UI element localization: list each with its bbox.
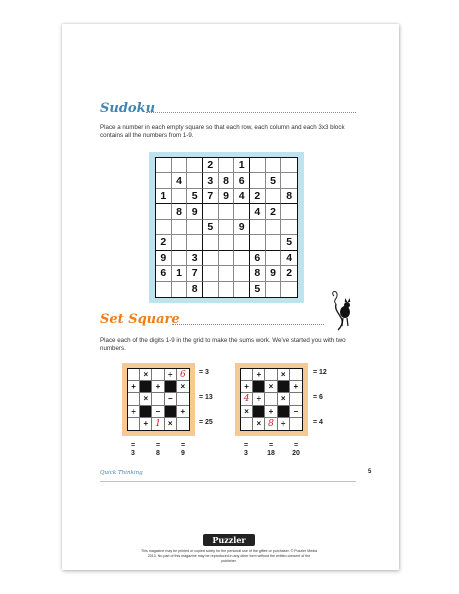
sudoku-cell: 3 [203,173,219,188]
operator-cell: × [241,406,253,418]
column-total: = 3 [130,442,136,457]
sudoku-cell: 9 [266,266,282,281]
blocked-cell [140,406,152,418]
digit-cell[interactable] [177,418,189,430]
digit-cell[interactable] [241,418,253,430]
sudoku-cell[interactable] [250,158,266,173]
column-total: = 8 [155,442,161,457]
sudoku-cell[interactable] [234,235,250,250]
sudoku-cell[interactable] [172,251,188,266]
sudoku-cell: 4 [250,204,266,219]
sudoku-cell: 5 [187,189,203,204]
blocked-cell [165,406,177,418]
row-total: = 12 [313,369,327,376]
digit-cell[interactable] [265,393,277,405]
operator-cell: − [152,406,164,418]
set-square-puzzle-1 [122,363,195,436]
blocked-cell [278,406,290,418]
digit-cell[interactable] [265,369,277,381]
operator-cell: × [140,393,152,405]
sudoku-cell[interactable] [156,282,172,297]
sudoku-instructions: Place a number in each empty square so that each row, each column and each 3x3 block contains all the numbers from 1-9. [100,124,345,139]
sudoku-cell: 9 [219,189,235,204]
sudoku-cell[interactable] [281,173,297,188]
operator-cell: ÷ [128,406,140,418]
operator-cell: × [253,418,265,430]
column-total-value: 18 [267,450,275,457]
sudoku-cell[interactable] [203,251,219,266]
footer-rule [100,481,356,482]
sudoku-cell: 4 [281,251,297,266]
sudoku-cell: 8 [219,173,235,188]
operator-cell: + [241,381,253,393]
blocked-cell [278,381,290,393]
given-digit-cell: 6 [177,369,189,381]
sudoku-cell[interactable] [281,282,297,297]
sudoku-cell[interactable] [203,282,219,297]
operator-cell: − [165,393,177,405]
sudoku-cell[interactable] [187,173,203,188]
given-digit-cell: 4 [241,393,253,405]
row-total: = 13 [199,394,213,401]
digit-cell[interactable] [152,369,164,381]
row-total: = 4 [313,419,323,426]
operator-cell: + [152,381,164,393]
column-total-value: 3 [131,450,135,457]
operator-cell: + [265,406,277,418]
sudoku-cell: 1 [156,189,172,204]
operator-cell: × [278,369,290,381]
sudoku-cell[interactable] [172,282,188,297]
column-total: = 20 [292,442,300,457]
set-square-instructions: Place each of the digits 1-9 in the grid to make the sums work. We've started you with two numbers. [100,337,346,352]
legal-notice: This magazine may be printed or copied solely for the personal use of the giftee or purchaser. © Puzzler Media 2013. No part of this magazine may be reproduced in any other form without the written consent of the publisher. [140,549,318,563]
operator-cell: ÷ [253,393,265,405]
sudoku-cell: 9 [234,220,250,235]
sudoku-cell: 2 [156,235,172,250]
sudoku-cell[interactable] [203,235,219,250]
sudoku-frame [149,152,304,303]
sudoku-cell[interactable] [187,235,203,250]
blocked-cell [253,406,265,418]
sudoku-cell: 5 [203,220,219,235]
digit-cell[interactable] [128,369,140,381]
sudoku-cell[interactable] [281,204,297,219]
sudoku-cell: 5 [281,235,297,250]
sudoku-cell: 2 [281,266,297,281]
sudoku-cell: 7 [203,189,219,204]
sudoku-cell[interactable] [187,158,203,173]
digit-cell[interactable] [290,369,302,381]
sudoku-cell: 8 [187,282,203,297]
sudoku-cell: 9 [156,251,172,266]
sudoku-cell[interactable] [266,189,282,204]
operator-cell: × [165,418,177,430]
set-square-grid [127,368,190,431]
sudoku-cell: 2 [266,204,282,219]
sudoku-cell: 8 [281,189,297,204]
sudoku-cell: 1 [234,158,250,173]
operator-cell: − [290,406,302,418]
digit-cell[interactable] [290,418,302,430]
sudoku-cell: 5 [250,282,266,297]
digit-cell[interactable] [152,393,164,405]
digit-cell[interactable] [128,393,140,405]
operator-cell: × [278,393,290,405]
sudoku-cell[interactable] [266,158,282,173]
operator-cell: + [253,369,265,381]
sudoku-cell: 8 [250,266,266,281]
sudoku-cell[interactable] [172,189,188,204]
digit-cell[interactable] [177,393,189,405]
sudoku-cell[interactable] [156,173,172,188]
set-square-title-rule [172,324,324,325]
sudoku-cell: 2 [250,189,266,204]
column-total: = 3 [243,442,249,457]
column-total: = 18 [267,442,275,457]
sudoku-cell[interactable] [156,158,172,173]
operator-cell: + [140,418,152,430]
sudoku-cell[interactable] [219,266,235,281]
sudoku-cell: 5 [266,173,282,188]
sudoku-cell[interactable] [266,235,282,250]
column-total-value: 8 [156,450,160,457]
sudoku-cell[interactable] [219,158,235,173]
sudoku-cell: 4 [234,189,250,204]
cat-doodle-icon [328,290,358,332]
sudoku-cell[interactable] [234,266,250,281]
row-total: = 6 [313,394,323,401]
column-total-value: 9 [181,450,185,457]
sudoku-cell: 1 [172,266,188,281]
row-total: = 3 [199,369,209,376]
sudoku-cell[interactable] [234,282,250,297]
operator-cell: × [140,369,152,381]
sudoku-cell[interactable] [266,282,282,297]
set-square-puzzle-2 [235,363,308,436]
sudoku-cell[interactable] [250,235,266,250]
sudoku-cell[interactable] [234,251,250,266]
column-total-value: 20 [292,450,300,457]
sudoku-cell[interactable] [156,220,172,235]
sudoku-cell[interactable] [172,235,188,250]
puzzler-logo: Puzzler [203,534,255,546]
sudoku-cell[interactable] [172,220,188,235]
digit-cell[interactable] [128,418,140,430]
column-total: = 9 [180,442,186,457]
page-number: 5 [368,469,372,475]
set-square-title: Set Square [100,312,180,327]
sudoku-cell[interactable] [281,220,297,235]
sudoku-cell[interactable] [203,266,219,281]
sudoku-cell[interactable] [219,204,235,219]
sudoku-cell[interactable] [250,173,266,188]
sudoku-cell: 2 [203,158,219,173]
sudoku-cell: 7 [187,266,203,281]
sudoku-cell: 6 [234,173,250,188]
operator-cell: ÷ [278,418,290,430]
operator-cell: + [290,381,302,393]
sudoku-cell[interactable] [187,220,203,235]
operator-cell: + [128,381,140,393]
sudoku-cell[interactable] [219,282,235,297]
sudoku-cell[interactable] [266,220,282,235]
sudoku-cell: 3 [187,251,203,266]
sudoku-cell[interactable] [234,204,250,219]
sudoku-cell: 8 [172,204,188,219]
sudoku-cell: 4 [172,173,188,188]
given-digit-cell: 8 [265,418,277,430]
set-square-grid [240,368,303,431]
sudoku-title-rule [146,112,356,113]
sudoku-title: Sudoku [100,101,156,116]
sudoku-cell[interactable] [250,220,266,235]
digit-cell[interactable] [290,393,302,405]
operator-cell: × [177,381,189,393]
blocked-cell [140,381,152,393]
sudoku-cell[interactable] [219,220,235,235]
sudoku-cell[interactable] [219,235,235,250]
column-total-value: 3 [244,450,248,457]
sudoku-grid [155,157,298,298]
sudoku-cell[interactable] [266,251,282,266]
operator-cell: + [177,406,189,418]
sudoku-cell[interactable] [219,251,235,266]
operator-cell: × [265,381,277,393]
blocked-cell [165,381,177,393]
sudoku-cell: 6 [156,266,172,281]
sudoku-cell[interactable] [156,204,172,219]
row-total: = 25 [199,419,213,426]
sudoku-cell[interactable] [203,204,219,219]
digit-cell[interactable] [241,369,253,381]
sudoku-cell: 6 [250,251,266,266]
blocked-cell [253,381,265,393]
operator-cell: ÷ [165,369,177,381]
sudoku-cell[interactable] [172,158,188,173]
sudoku-cell[interactable] [281,158,297,173]
given-digit-cell: 1 [152,418,164,430]
section-name: Quick Thinking [100,470,143,476]
sudoku-cell: 9 [187,204,203,219]
